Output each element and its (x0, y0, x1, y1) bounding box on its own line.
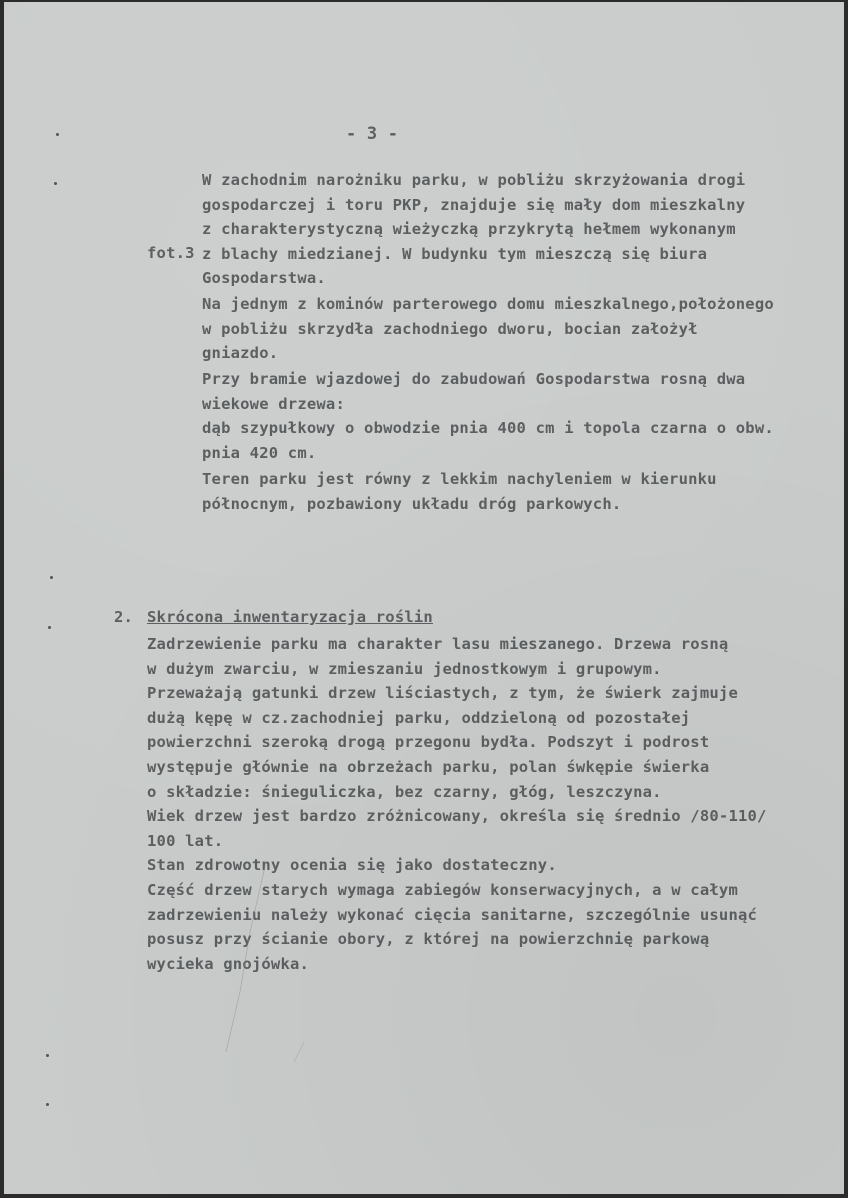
text-line: o składzie: śnieguliczka, bez czarny, głóg, leszczyna. (147, 782, 662, 801)
text-line: W zachodnim narożniku parku, w pobliżu skrzyżowania drogi (202, 171, 746, 189)
text-line: dąb szypułkowy o obwodzie pnia 400 cm i topola czarna o obw. (202, 419, 774, 438)
text-line: gniazdo. (202, 344, 279, 363)
text-line: występuje głównie na obrzeżach parku, polan śwkępie świerka (147, 757, 710, 776)
document-page (4, 2, 844, 1194)
text-line: posusz przy ścianie obory, z której na powierzchnię parkową (147, 930, 710, 949)
text-line: zadrzewieniu należy wykonać cięcia sanitarne, szczególnie usunąć (147, 905, 758, 924)
text-line: wiekowe drzewa: (202, 394, 345, 413)
text-line: gospodarczej i toru PKP, znajduje się mały dom mieszkalny (202, 195, 746, 214)
text-line: w pobliżu skrzydła zachodniego dworu, bocian założył (202, 319, 698, 338)
pencil-marks (4, 2, 844, 1194)
margin-note-photo: fot.3 (147, 244, 195, 262)
text-line: Na jednym z kominów parterowego domu mieszkalnego,położonego (202, 295, 774, 313)
text-line: północnym, pozbawiony układu dróg parkowych. (202, 494, 622, 513)
text-line: Część drzew starych wymaga zabiegów konserwacyjnych, a w całym (147, 880, 738, 899)
section-number: 2. (114, 608, 134, 626)
text-line: Stan zdrowotny ocenia się jako dostateczny. (147, 856, 557, 875)
text-line: w dużym zwarciu, w zmieszaniu jednostkowym i grupowym. (147, 659, 662, 678)
text-line: powierzchni szeroką drogą przegonu bydła. Podszyt i podrost (147, 733, 710, 752)
section-heading: Skrócona inwentaryzacja roślin (147, 608, 433, 626)
text-line: Gospodarstwa. (202, 269, 326, 288)
page-number: - 3 - (346, 124, 399, 144)
text-line: pnia 420 cm. (202, 443, 317, 462)
text-line: Przeważają gatunki drzew liściastych, z tym, że świerk zajmuje (147, 684, 738, 703)
text-line: 100 lat. (147, 831, 224, 850)
text-line: Wiek drzew jest bardzo zróżnicowany, określa się średnio /80-110/ (147, 807, 767, 826)
text-line: z blachy miedzianej. W budynku tym mieszczą się biura (202, 244, 708, 263)
text-line: Teren parku jest równy z lekkim nachyleniem w kierunku (202, 470, 717, 488)
text-line: z charakterystyczną wieżyczką przykrytą hełmem wykonanym (202, 220, 736, 239)
text-line: Przy bramie wjazdowej do zabudowań Gospodarstwa rosną dwa (202, 370, 746, 388)
text-line: wycieka gnojówka. (147, 954, 310, 973)
text-line: dużą kępę w cz.zachodniej parku, oddzieloną od pozostałej (147, 708, 691, 727)
text-line: Zadrzewienie parku ma charakter lasu mieszanego. Drzewa rosną (147, 635, 729, 653)
